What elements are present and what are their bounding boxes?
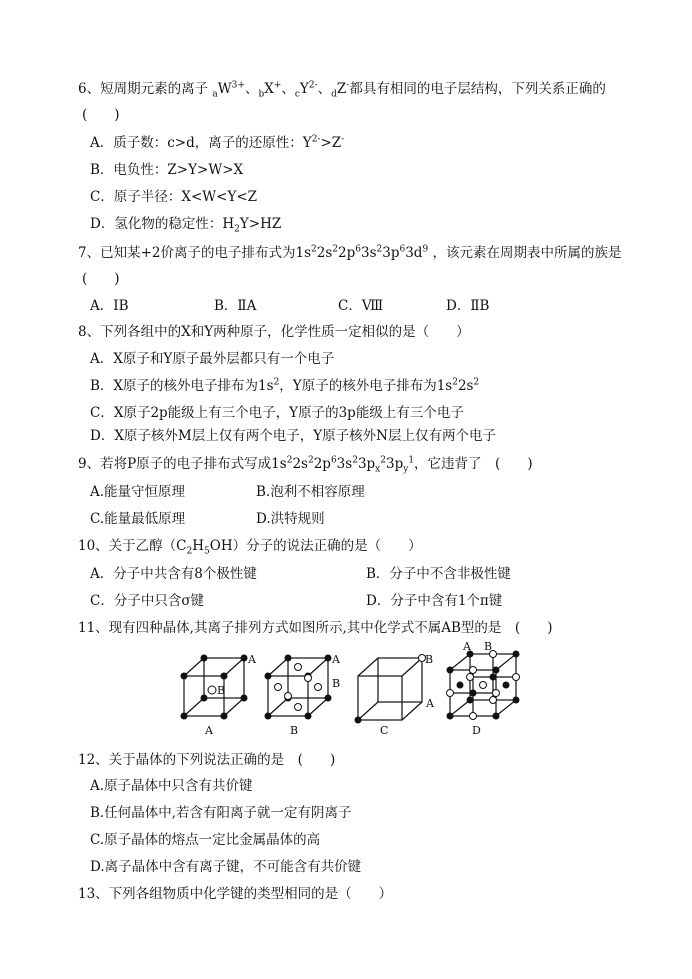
q12-option-a: A.原子晶体中只含有共价键 — [90, 778, 253, 794]
crystal-d-caption: D — [472, 724, 481, 737]
q9-option-d: D.洪特规则 — [256, 511, 325, 527]
crystal-a-caption: A — [205, 724, 213, 737]
q10-option-c: C．分子中只含σ键 — [90, 593, 205, 609]
crystal-c-caption: C — [380, 724, 389, 737]
crystal-b-face-label: B — [332, 677, 341, 690]
q7-option-c: C．Ⅷ — [338, 298, 384, 314]
q10-option-b: B．分子中不含非极性键 — [366, 566, 511, 582]
question-9-stem: 9、若将P原子的电子排布式写成$1s^22s^22p^63s^23p_x^23p_y^1$，它违背了 ( ) — [78, 455, 533, 475]
q9-option-b: B.泡利不相容原理 — [256, 484, 365, 500]
question-8-stem: 8、下列各组中的X和Y两种原子，化学性质一定相似的是（ ） — [78, 324, 470, 340]
crystal-a-center-label: B — [217, 684, 226, 697]
question-7-stem: 7、已知某+2价离子的电子排布式为$1s^22s^22p^63s^23p^63d^9$ ，该元素在周期表中所属的族是 — [78, 244, 622, 261]
question-7-paren: ( ) — [82, 271, 120, 287]
question-6-paren: ( ) — [82, 107, 120, 123]
question-11-stem: 11、现有四种晶体,其离子排列方式如图所示,其中化学式不属AB型的是 ( ) — [78, 620, 553, 636]
q7-option-d: D．ⅡB — [446, 298, 490, 314]
q6-option-b: B．电负性：Z>Y>W>X — [90, 162, 244, 178]
crystal-c-cube — [358, 658, 422, 720]
crystal-b-caption: B — [290, 724, 299, 737]
q12-option-d: D.离子晶体中含有离子键，不可能含有共价键 — [90, 859, 362, 875]
crystal-b-corner-label: A — [332, 653, 340, 666]
q12-option-b: B.任何晶体中,若含有阳离子就一定有阴离子 — [90, 805, 352, 821]
q6-option-c: C．原子半径：X<W<Y<Z — [90, 189, 258, 205]
crystal-c-bottom-label: A — [426, 697, 434, 710]
question-12-stem: 12、关于晶体的下列说法正确的是 ( ) — [78, 752, 336, 768]
q10-option-a: A．分子中共含有8个极性键 — [90, 566, 257, 582]
q6-option-d: D．氢化物的稳定性：$H_2Y>HZ$ — [90, 216, 282, 235]
q6-option-a: A．质子数：c>d，离子的还原性：$Y^{2-}>Z^-$ — [90, 134, 345, 151]
q9-option-c: C.能量最低原理 — [90, 511, 186, 527]
question-13-stem: 13、下列各组物质中化学键的类型相同的是（ ） — [78, 886, 393, 902]
q9-option-a: A.能量守恒原理 — [90, 484, 186, 500]
q12-option-c: C.原子晶体的熔点一定比金属晶体的高 — [90, 832, 321, 848]
q8-option-c: C．X原子2p能级上有三个电子，Y原子的3p能级上有三个电子 — [90, 405, 464, 421]
q7-option-a: A．ⅠB — [90, 298, 129, 314]
crystal-a-corner-label: A — [248, 653, 256, 666]
q8-option-a: A．X原子和Y原子最外层都只有一个电子 — [90, 351, 335, 367]
crystal-d-left-label: A — [463, 640, 471, 653]
crystal-figures — [0, 640, 692, 740]
q8-option-d: D．X原子核外M层上仅有两个电子，Y原子核外N层上仅有两个电子 — [90, 428, 496, 444]
crystal-d-atoms — [447, 651, 520, 720]
question-6-stem: 6、短周期元素的离子 $_aW^{3+}$、$_b$X+、$_cY^{2-}$、$_d$Z-都具有相同的电子层结构，下列关系正确的 — [78, 80, 606, 100]
q8-option-b: B．X原子的核外电子排布为$1s^2$，Y原子的核外电子排布为$1s^22s^2$ — [90, 377, 480, 394]
question-10-stem: 10、关于乙醇$(C_2H_5OH)$分子的说法正确的是（ ） — [78, 538, 422, 557]
crystal-c-top-label: B — [425, 653, 434, 666]
crystal-d-right-label: B — [484, 640, 493, 653]
q10-option-d: D．分子中含有1个π键 — [366, 593, 503, 609]
q7-option-b: B．ⅡA — [214, 298, 257, 314]
